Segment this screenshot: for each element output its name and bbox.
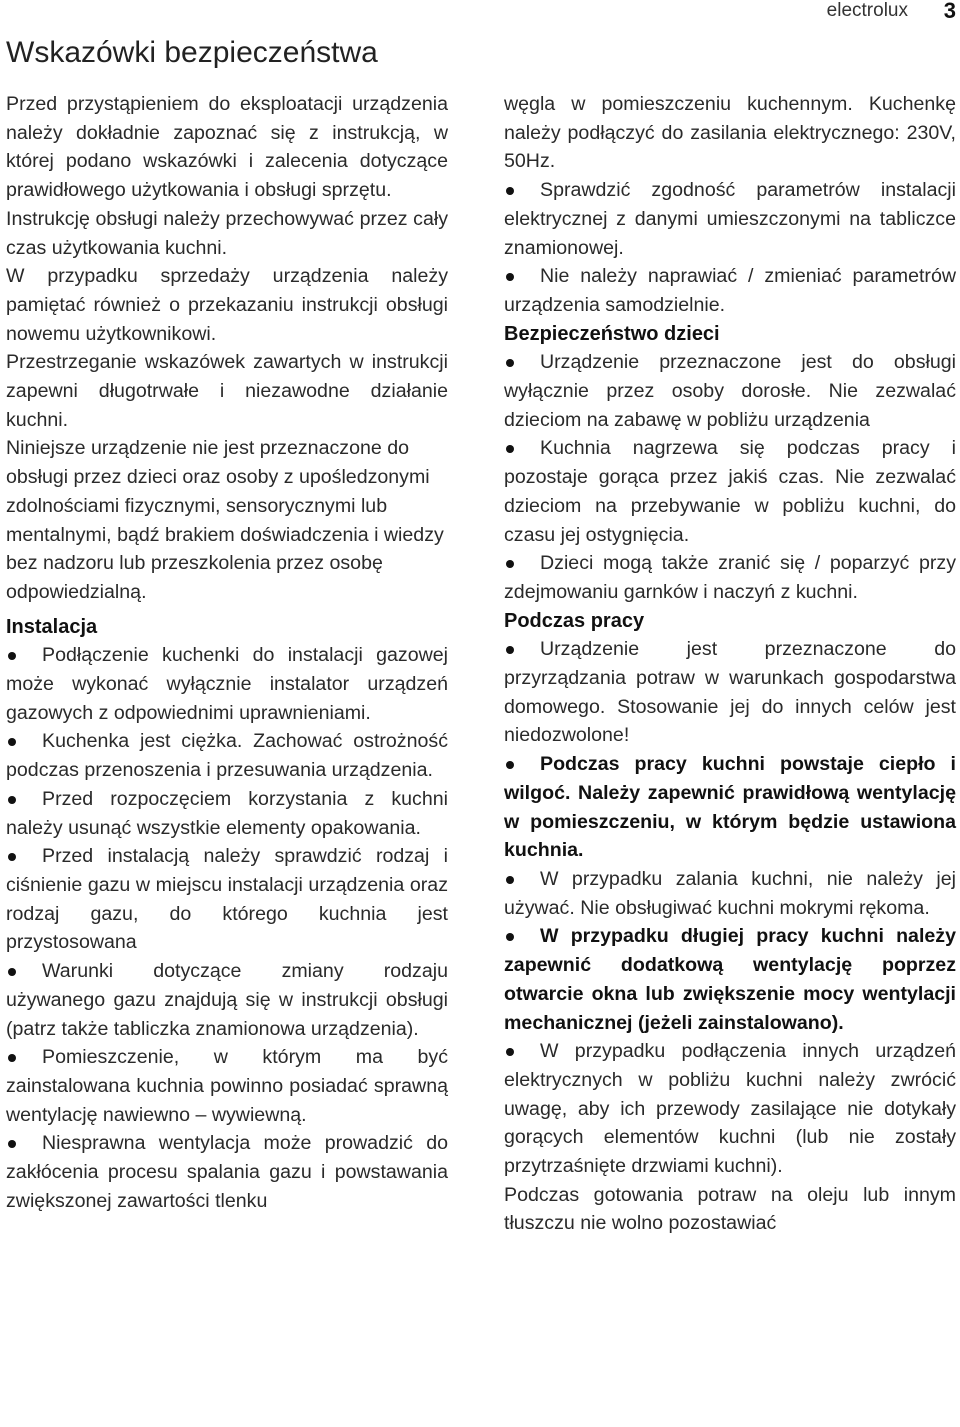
bullet-icon: [506, 876, 514, 884]
list-item: W przypadku podłączenia innych urządzeń elektrycznych w pobliżu kuchni należy zwrócić uwagę, aby ich przewody zasilające nie dotykały gorących elementów kuchni (lub nie zostały przytrzaśnięte drzwiami kuchni).: [504, 1040, 956, 1178]
list-item-bold: W przypadku długiej pracy kuchni należy zapewnić dodatkową wentylację poprzez otwarcie okna lub zwiększenie mocy wentylacji mechanicznej (jeżeli zainstalowano).: [504, 925, 956, 1034]
bullet-icon: [506, 560, 514, 568]
bullet-icon: [506, 445, 514, 453]
section-heading-installation: Instalacja: [6, 615, 98, 638]
closing-paragraph: Podczas gotowania potraw na oleju lub innym tłuszczu nie wolno pozostawiać: [504, 1183, 956, 1235]
list-item: Nie należy naprawiać / zmieniać parametrów urządzenia samodzielnie.: [504, 265, 956, 316]
page-title: Wskazówki bezpieczeństwa: [6, 36, 378, 69]
bullet-icon: [506, 1048, 514, 1056]
list-item: Warunki dotyczące zmiany rodzaju używanego gazu znajdują się w instrukcji obsługi (patrz także tabliczka znamionowa urządzenia).: [6, 960, 448, 1040]
list-item: Kuchnia nagrzewa się podczas pracy i pozostaje gorąca przez jakiś czas. Nie zezwalać dzieciom na przebywanie w pobliżu kuchni, do czasu jej ostygnięcia.: [504, 437, 956, 546]
list-item: Sprawdzić zgodność parametrów instalacji elektrycznej z danymi umieszczonymi na tabliczce znamionowej.: [504, 179, 956, 259]
right-column: [504, 90, 956, 1238]
list-item: Kuchenka jest ciężka. Zachować ostrożność podczas przenoszenia i przesuwania urządzenia.: [6, 730, 448, 782]
bullet-icon: [506, 646, 514, 654]
bullet-icon: [506, 761, 514, 769]
left-column: [6, 90, 448, 1215]
intro-paragraph: Przestrzeganie wskazówek zawartych w instrukcji zapewni długotrwałe i niezawodne działanie kuchni.: [6, 351, 448, 431]
bullet-icon: [506, 273, 514, 281]
bullet-icon: [506, 359, 514, 367]
bullet-icon: [8, 796, 16, 804]
bullet-icon: [8, 853, 16, 861]
section-heading-children: Bezpieczeństwo dzieci: [504, 322, 720, 345]
list-item-bold: Podczas pracy kuchni powstaje ciepło i wilgoć. Należy zapewnić prawidłową wentylację w pomieszczeniu, w którym będzie ustawiona kuchnia.: [504, 753, 956, 862]
bullet-icon: [506, 933, 514, 941]
list-item: W przypadku zalania kuchni, nie należy jej używać. Nie obsługiwać kuchni mokrymi rękoma.: [504, 867, 956, 919]
bullet-icon: [8, 1140, 16, 1148]
list-item: Podłączenie kuchenki do instalacji gazowej może wykonać wyłącznie instalator urządzeń gazowych z odpowiednimi uprawnieniami.: [6, 644, 448, 724]
list-item: Przed rozpoczęciem korzystania z kuchni należy usunąć wszystkie elementy opakowania.: [6, 787, 448, 839]
bullet-icon: [8, 738, 16, 746]
continued-paragraph: węgla w pomieszczeniu kuchennym. Kuchenkę należy podłączyć do zasilania elektrycznego: 230V, 50Hz.: [504, 93, 956, 173]
intro-paragraph: Instrukcję obsługi należy przechowywać przez cały czas użytkowania kuchni.: [6, 207, 448, 259]
list-item: Dzieci mogą także zranić się / poparzyć przy zdejmowaniu garnków i naczyń z kuchni.: [504, 552, 956, 603]
bullet-icon: [8, 652, 16, 660]
intro-paragraph: Przed przystąpieniem do eksploatacji urządzenia należy dokładnie zapoznać się z instrukcją, w której podano wskazówki i zalecenia dotyczące prawidłowego użytkowania i obsługi sprzętu.: [6, 93, 448, 202]
bullet-icon: [8, 1054, 16, 1062]
list-item: Urządzenie przeznaczone jest do obsługi wyłącznie przez osoby dorosłe. Nie zezwalać dzieciom na zabawę w pobliżu urządzenia: [504, 351, 956, 431]
list-item: Pomieszczenie, w którym ma być zainstalowana kuchnia powinno posiadać sprawną wentylację nawiewno – wywiewną.: [6, 1046, 448, 1126]
section-heading-work: Podczas pracy: [504, 609, 645, 632]
page-header: [0, 0, 960, 24]
intro-paragraph: W przypadku sprzedaży urządzenia należy pamiętać również o przekazaniu instrukcji obsługi nowemu użytkownikowi.: [6, 265, 448, 345]
bullet-icon: [506, 187, 514, 195]
page-number: 3: [943, 0, 956, 23]
list-item: Przed instalacją należy sprawdzić rodzaj i ciśnienie gazu w miejscu instalacji urządzenia oraz rodzaj gazu, do którego kuchnia jest przystosowana: [6, 845, 448, 954]
brand-name: electrolux: [826, 0, 908, 21]
list-item: Urządzenie jest przeznaczone do przyrządzania potraw w warunkach gospodarstwa domowego. Stosowanie jej do innych celów jest niedozwolone!: [504, 638, 956, 747]
bullet-icon: [8, 968, 16, 976]
list-item: Niesprawna wentylacja może prowadzić do zakłócenia procesu spalania gazu i powstawania zwiększonej zawartości tlenku: [6, 1132, 448, 1212]
intro-paragraph: Niniejsze urządzenie nie jest przeznaczone do obsługi przez dzieci oraz osoby z upośledzonymi zdolnościami fizycznymi, sensorycznymi lub mentalnymi, bądź brakiem doświadczenia i wiedzy bez nadzoru lub przeszkolenia przez osobę odpowiedzialną.: [6, 437, 444, 603]
